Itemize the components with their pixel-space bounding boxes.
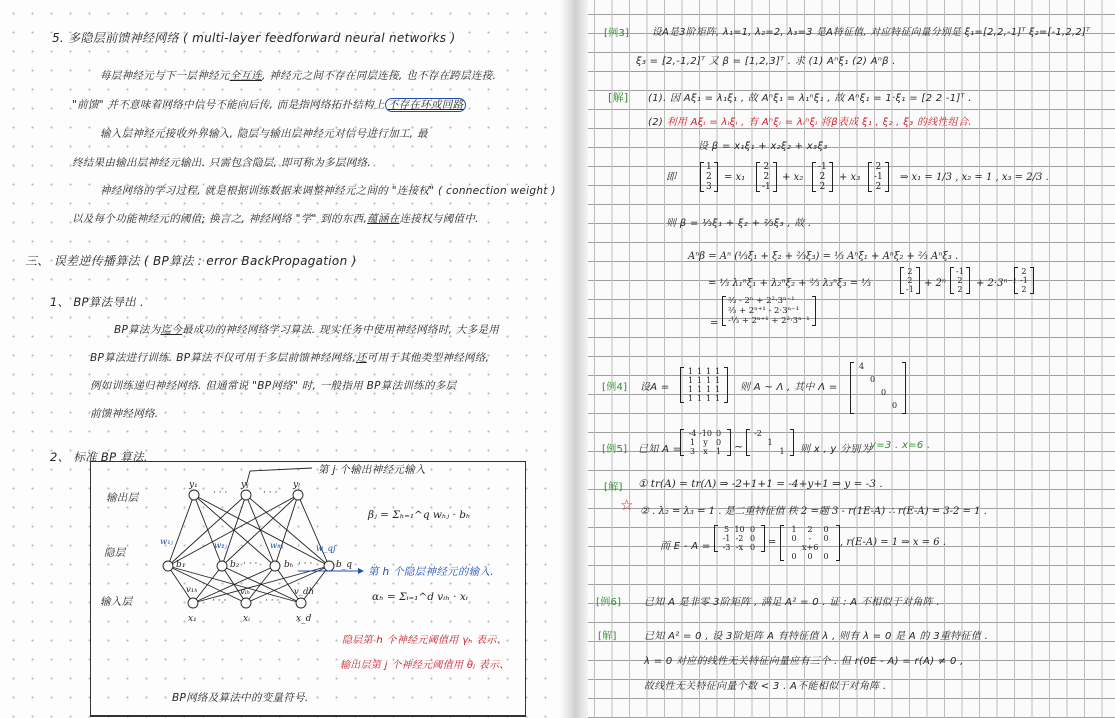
ellipsis: · · ·: [213, 488, 228, 498]
right-notebook-page: [588, 0, 1115, 718]
text: BP算法进行训练. BP算法不仅可用于多层前馈神经网络,: [90, 352, 356, 364]
hidden-node-label: b₂: [230, 560, 240, 570]
example-5-tag: [例5]: [602, 444, 628, 455]
solution-3-coefficients: ⇒ x₁ = 1/3 , x₂ = 1 , x₃ = 2/3 .: [900, 172, 1049, 183]
cell: 4: [858, 362, 865, 371]
diagram-annotation-hidden-input: 第 h 个隐层神经元的输入.: [368, 566, 494, 578]
coef: + x₂: [782, 172, 804, 183]
section-5-title: 5. 多隐层前馈神经网络 ( multi-layer feedforward neural networks ): [52, 31, 456, 45]
cell: 1: [791, 525, 797, 534]
vector: [950, 267, 970, 294]
cell: 1: [687, 385, 694, 394]
cell: -4: [688, 429, 697, 438]
example-6-text: 已知 A 是非零 3阶矩阵 , 满足 A² = 0 . 证 : A 不相似于对角阵 .: [644, 597, 940, 608]
vector-beta: [700, 162, 718, 192]
text: BP算法为: [114, 324, 161, 336]
underlined-text: 蕴涵在: [367, 213, 400, 225]
cell: 0: [715, 429, 722, 438]
cell: ⅔ - 2ⁿ + 2²·3ⁿ⁻¹: [728, 296, 795, 306]
cell: 0: [807, 552, 813, 561]
underlined-text: 全互连: [229, 70, 263, 82]
output-node-label: y₁: [189, 480, 198, 490]
cell: 1: [714, 385, 721, 394]
example-4-text: 设A =: [640, 382, 670, 393]
solution-3-line3: 设 β = x₁ξ₁ + x₂ξ₂ + x₃ξ₃: [698, 141, 828, 152]
example-3-line2: ξ₃ = [2,-1,2]ᵀ 又 β = [1,2,3]ᵀ . 求 (1) Aⁿξ₁ (2) Aⁿβ .: [636, 56, 896, 67]
example-6-tag: [例6]: [596, 597, 622, 608]
cell: 0: [749, 525, 756, 534]
weight-label: v₁ₕ: [186, 585, 198, 595]
vector-xi2: [812, 162, 833, 192]
cell: ⅔ + 2ⁿ⁺¹ - 2·3ⁿ⁻¹: [728, 306, 800, 316]
weight-label: v_dh: [294, 587, 314, 597]
solution-6-line1: 已知 A² = 0 , 设 3阶矩阵 A 有特征值 λ , 则有 λ = 0 是 A 的 3重特征值 .: [644, 631, 989, 642]
subsection-2-title: 2、 标准 BP 算法.: [50, 450, 148, 464]
cell: 1: [767, 438, 773, 447]
cell: -x+6: [802, 534, 819, 552]
cell: 0: [869, 375, 876, 384]
input-node-label: xᵢ: [243, 614, 250, 624]
cell: -1: [906, 285, 914, 294]
cell: -⅓ + 2ⁿ⁺¹ + 2²·3ⁿ⁻¹: [728, 316, 810, 326]
vector-xi3: [868, 162, 889, 192]
cell: 0: [791, 534, 797, 543]
input-node-label: x₁: [188, 614, 197, 624]
example-5-text: 已知 A =: [638, 444, 682, 455]
underlined-text: 迄今: [160, 324, 183, 336]
formula-beta: βⱼ = Σₕ₌₁^q wₕⱼ · bₕ: [368, 509, 471, 521]
cell: 1: [714, 367, 721, 376]
weight-label: vᵢₕ: [240, 587, 251, 597]
coef: + x₃: [839, 172, 861, 183]
coef: + 2·3ⁿ⁻¹: [976, 278, 1017, 289]
example-3-line1: 设A是3阶矩阵, λ₁=1, λ₂=2, λ₃=3 是A特征值, 对应特征向量分别是 ξ₁=[2,2,-1]ᵀ ξ₂=[-1,2,2]ᵀ: [652, 27, 1091, 38]
text: (2): [648, 117, 664, 128]
cell: 1: [714, 394, 721, 403]
section-3-title: 三、 误差逆传播算法 ( BP算法 : error BackPropagation ): [25, 254, 357, 268]
coef: = x₁: [724, 172, 746, 183]
cell: 3: [689, 447, 696, 456]
cell: -2: [754, 429, 762, 438]
weight-label: w_qj: [316, 544, 336, 554]
vector: [1014, 267, 1034, 294]
cell: 2: [706, 172, 712, 182]
cell: 0: [749, 534, 756, 543]
result-vector: [722, 296, 816, 326]
red-text: 利用 Aξᵢ = λᵢξᵢ , 有 Aⁿξᵢ = λᵢⁿξᵢ 将β表成 ξ₁ , ξ₂ , ξ₃ 的线性组合.: [666, 117, 972, 128]
section-5-para2-line2: 终结果由输出层神经元输出. 只需包含隐层, 即可称为多层网络.: [72, 157, 371, 169]
cell: 1: [687, 394, 694, 403]
cell: 2: [907, 276, 913, 285]
example-5-text-post: 则 x , y 分别为: [800, 444, 872, 455]
output-layer-label: 输出层: [106, 492, 139, 504]
similar-sign: ~: [734, 440, 744, 453]
underlined-text: 还: [355, 352, 367, 364]
cell: 2: [957, 285, 963, 294]
cell: -1: [722, 534, 731, 543]
notebook-gutter: [560, 0, 588, 718]
cell: 2: [957, 276, 963, 285]
matrix-E-minus-A: [714, 525, 765, 552]
subsection-1-title: 1、 BP算法导出 .: [50, 295, 144, 309]
vector: [900, 267, 920, 294]
vector-xi1: [756, 162, 777, 192]
cell: 2: [763, 162, 770, 172]
cell: 0: [880, 388, 887, 397]
ellipsis: · · ·: [212, 596, 227, 606]
solution-6-tag: [解]: [598, 631, 617, 642]
cell: 1: [696, 394, 703, 403]
solution-3-tag: [解]: [608, 91, 629, 104]
underlined-circled-text: 不存在环或回路: [385, 98, 467, 112]
solution-3-line7: = ⅓ λ₁ⁿξ₁ + λ₂ⁿξ₂ + ⅔ λ₃ⁿξ₃ = ⅓: [708, 278, 871, 289]
cell: -x: [735, 543, 744, 552]
cell: y: [703, 438, 708, 447]
star-icon: ☆: [620, 496, 634, 514]
text: 可用于其他类型神经网络,: [366, 352, 490, 364]
cell: 0: [791, 552, 797, 561]
cell: 2: [875, 162, 882, 172]
cell: 2: [1021, 267, 1027, 276]
cell: 0: [715, 438, 722, 447]
cell: 1: [705, 376, 712, 385]
cell: 2: [819, 172, 826, 182]
cell: 0: [823, 525, 829, 534]
solution-5-tag: [解]: [604, 482, 623, 493]
hidden-node-label: bₕ: [284, 560, 294, 570]
hidden-layer-label: 隐层: [104, 547, 126, 559]
solution-6-line3: 故线性无关特征向量个数 < 3 . A不能相似于对角阵 .: [644, 681, 887, 692]
text: 连接权与阈值中.: [399, 213, 479, 225]
solution-5-line3-post: , r(E-A) = 1 ⇒ x = 6 .: [840, 537, 946, 548]
cell: 0: [749, 543, 756, 552]
cell: 0: [823, 552, 829, 561]
cell: 1: [687, 376, 694, 385]
solution-3-line6: Aⁿβ = Aⁿ (⅓ξ₁ + ξ₂ + ⅔ξ₃) = ⅓ Aⁿξ₁ + Aⁿξ₂ + ⅔ Aⁿξ₃ .: [688, 251, 959, 262]
cell: 1: [706, 162, 712, 172]
matrix-A-ex5: [680, 429, 731, 456]
cell: -3: [722, 543, 731, 552]
text: 以及每个功能神经元的阈值; 换言之, 神经网络 "学" 到的东西,: [72, 213, 368, 225]
cell: 1: [705, 394, 712, 403]
cell: 1: [705, 385, 712, 394]
cell: 10: [734, 525, 745, 534]
equals: =: [710, 318, 719, 329]
cell: 5: [723, 525, 730, 534]
matrix-Lambda: [850, 362, 906, 414]
cell: 2: [875, 182, 882, 192]
subsection-1-line4: 前馈神经网络.: [90, 408, 159, 420]
cell: 1: [696, 385, 703, 394]
section-5-para3-line1: 神经网络的学习过程, 就是根据训练数据来调整神经元之间的 "连接权" ( connection weight ): [100, 185, 556, 197]
section-5-para2-line1: 输入层神经元接收外界输入, 隐层与输出层神经元对信号进行加工, 最: [100, 128, 428, 140]
matrix-E-minus-A-reduced: [780, 525, 840, 561]
output-node-label: yₗ: [293, 480, 301, 490]
cell: 1: [687, 367, 694, 376]
cell: 1: [689, 438, 696, 447]
cell: -1: [1020, 276, 1028, 285]
cell: 2: [807, 525, 813, 534]
cell: 3: [706, 182, 712, 192]
text: 每层神经元与下一层神经元: [100, 70, 230, 82]
cell: 2: [763, 172, 770, 182]
hidden-node-label: b_q: [336, 560, 353, 570]
output-node-label: yⱼ: [241, 480, 249, 490]
solution-5-line1: ① tr(A) = tr(Λ) ⇒ -2+1+1 = -4+y+1 ⇒ y = -3 .: [638, 478, 883, 490]
text: 最成功的神经网络学习算法. 现实任务中使用神经网络时, 大多是用: [182, 324, 500, 336]
red-note-output-threshold: 输出层第 j 个神经元阈值用 θⱼ 表示、: [340, 660, 510, 671]
cell: 1: [715, 447, 722, 456]
weight-label: w₂ⱼ: [214, 541, 227, 551]
formula-alpha: αₕ = Σᵢ₌₁^d vᵢₕ · xᵢ: [372, 591, 468, 603]
cell: -2: [735, 534, 744, 543]
subsection-1-line3: 例如训练递归神经网络. 但通常说 "BP网络" 时, 一般指用 BP算法训练的多层: [90, 380, 457, 392]
diagram-caption: BP网络及算法中的变量符号.: [172, 692, 309, 704]
example-4-text-mid: 则 A ~ Λ , 其中 Λ =: [740, 382, 838, 393]
diagram-annotation-output-input: 第 j 个输出神经元输入: [318, 464, 426, 476]
ellipsis: · · ·: [265, 596, 280, 606]
equals: =: [768, 537, 777, 548]
cell: -1: [818, 162, 827, 172]
cell: -1: [874, 172, 883, 182]
solution-6-line2: λ = 0 对应的线性无关特征向量应有三个 . 但 r(0E - A) = r(A) ≠ 0 ,: [644, 656, 964, 667]
solution-3-line1: (1). 因 Aξ₁ = λ₁ξ₁ , 故 Aⁿξ₁ = λ₁ⁿξ₁ , 故 Aⁿξ₁ = 1·ξ₁ = [2 2 -1]ᵀ .: [648, 93, 972, 104]
cell: 1: [714, 376, 721, 385]
solution-3-line2: [648, 113, 972, 128]
cell: 2: [819, 182, 826, 192]
cell: 1: [779, 447, 785, 456]
input-node-label: x_d: [296, 614, 312, 624]
text: , 神经元之间不存在同层连接, 也不存在跨层连接.: [262, 70, 497, 82]
ellipsis: · · ·: [298, 559, 313, 569]
cell: 1: [696, 367, 703, 376]
example-5-answer: y=3 . x=6 .: [870, 440, 931, 451]
coef: + 2ⁿ: [924, 278, 946, 289]
solution-3-line4-prefix: 即: [666, 172, 677, 183]
solution-5-line2: ② . λ₂ = λ₃ = 1 . 是二重特征值 秩 2 =题 3 - r(1E-A) ∴ r(E-A) = 3-2 = 1 .: [640, 506, 987, 517]
red-note-hidden-threshold: 隐层第 h 个神经元阈值用 γₕ 表示、: [342, 635, 507, 646]
hidden-node-label: b₁: [176, 560, 186, 570]
matrix-A-ones: [680, 367, 728, 403]
cell: -1: [956, 267, 964, 276]
input-layer-label: 输入层: [100, 596, 133, 608]
cell: 1: [696, 376, 703, 385]
cell: 2: [907, 267, 913, 276]
matrix-diagonal-ex5: [746, 429, 794, 456]
text: "前馈" 并不意味着网络中信号不能向后传, 而是指网络拓扑结构上: [72, 99, 385, 111]
cell: 2: [1021, 285, 1027, 294]
ellipsis: · · ·: [243, 559, 258, 569]
cell: 1: [705, 367, 712, 376]
ellipsis: · · ·: [263, 488, 278, 498]
example-3-tag: [例3]: [604, 28, 630, 39]
weight-label: wₕⱼ: [270, 541, 284, 551]
example-4-tag: [例4]: [602, 382, 628, 393]
weight-label: w₁ⱼ: [160, 537, 173, 547]
cell: 0: [823, 534, 829, 543]
solution-5-line3-pre: 而 E - A =: [660, 541, 711, 552]
cell: -1: [762, 182, 771, 192]
cell: -10: [699, 429, 712, 438]
solution-3-line5: 则 β = ⅓ξ₁ + ξ₂ + ⅔ξ₃ , 故 .: [666, 218, 812, 229]
cell: 0: [891, 401, 898, 410]
cell: x: [703, 447, 708, 456]
